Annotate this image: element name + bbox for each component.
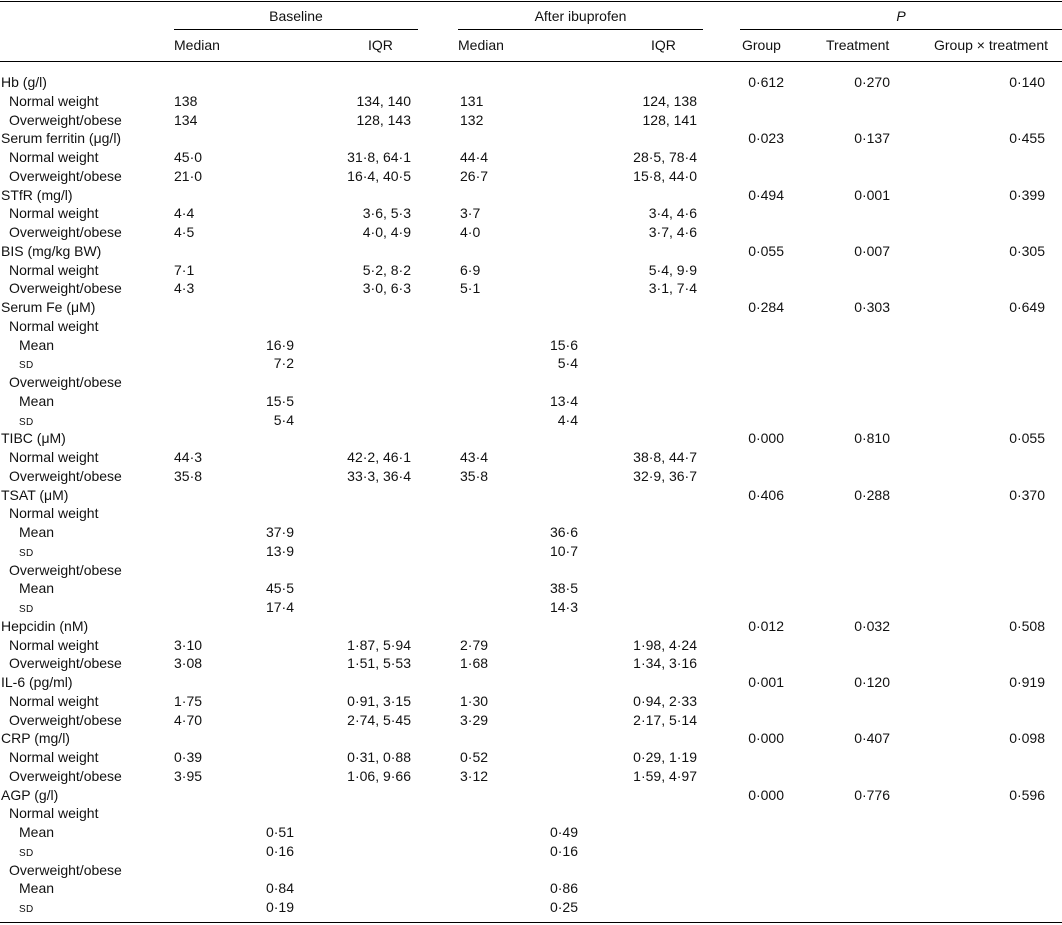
group-label: Overweight/obese [9, 861, 122, 878]
baseline-iqr: 2·74, 5·45 [347, 711, 411, 728]
after-median: 1·68 [460, 655, 489, 672]
p-value-group: 0·000 [748, 786, 784, 803]
sd-label: SD [19, 547, 34, 559]
baseline-median: 44·3 [174, 449, 203, 465]
after-iqr: 38·8, 44·7 [633, 449, 697, 465]
after-mean: 36·6 [549, 524, 578, 540]
p-value-group-x-treatment: 0·596 [1009, 786, 1045, 803]
after-iqr: 0·29, 1·19 [633, 749, 697, 765]
p-value-group: 0·012 [748, 617, 784, 634]
baseline-median: 35·8 [174, 467, 203, 484]
group-label: Normal weight [9, 261, 99, 278]
parameter-label: AGP (g/l) [1, 786, 59, 803]
p-value-group: 0·612 [748, 74, 784, 90]
group-label: Overweight/obese [9, 561, 122, 578]
group-label: Overweight/obese [9, 467, 122, 484]
header-baseline-median: Median [174, 37, 220, 53]
p-value-treatment: 0·001 [854, 186, 890, 203]
baseline-sd: 13·9 [265, 542, 294, 559]
after-iqr: 15·8, 44·0 [633, 167, 697, 184]
p-value-treatment: 0·137 [854, 130, 890, 147]
baseline-iqr: 3·0, 6·3 [362, 280, 411, 297]
p-value-group-x-treatment: 0·649 [1009, 299, 1045, 315]
baseline-mean: 0·84 [265, 880, 294, 897]
group-label: Normal weight [9, 317, 99, 334]
parameter-label: Serum ferritin (μg/l) [1, 130, 122, 147]
baseline-median: 3·10 [174, 636, 203, 653]
header-group: Group [742, 37, 781, 53]
mean-label: Mean [19, 580, 55, 597]
after-median: 6·9 [460, 261, 481, 278]
group-label: Overweight/obese [9, 167, 122, 184]
baseline-iqr: 42·2, 46·1 [347, 449, 411, 465]
p-value-treatment: 0·303 [854, 299, 890, 315]
p-value-group: 0·406 [748, 486, 784, 503]
baseline-median: 138 [174, 92, 198, 109]
p-value-group-x-treatment: 0·370 [1009, 486, 1045, 503]
header-group-x-treatment: Group × treatment [934, 37, 1049, 53]
group-label: Overweight/obese [9, 280, 122, 297]
after-iqr: 3·7, 4·6 [648, 224, 697, 240]
baseline-iqr: 4·0, 4·9 [362, 224, 411, 240]
baseline-median: 0·39 [174, 749, 203, 765]
group-label: Normal weight [9, 205, 99, 222]
baseline-iqr: 1·87, 5·94 [347, 636, 411, 653]
baseline-iqr: 16·4, 40·5 [347, 167, 411, 184]
after-iqr: 3·1, 7·4 [648, 280, 697, 297]
header-after-ibuprofen: After ibuprofen [534, 8, 627, 24]
after-span-rule [458, 29, 703, 30]
sd-label: SD [19, 847, 34, 859]
mean-label: Mean [19, 824, 55, 840]
baseline-sd: 0·16 [265, 842, 294, 859]
parameter-label: CRP (mg/l) [1, 730, 70, 747]
group-label: Overweight/obese [9, 224, 122, 240]
parameter-label: IL-6 (pg/ml) [1, 674, 73, 690]
after-median: 131 [460, 92, 484, 109]
baseline-median: 45·0 [174, 149, 203, 165]
group-label: Overweight/obese [9, 655, 122, 672]
baseline-iqr: 5·2, 8·2 [362, 261, 411, 278]
baseline-iqr: 134, 140 [356, 92, 411, 109]
after-mean: 13·4 [549, 392, 578, 409]
p-value-treatment: 0·288 [854, 486, 890, 503]
baseline-median: 4·4 [174, 205, 195, 222]
baseline-iqr: 31·8, 64·1 [347, 149, 411, 165]
p-value-group-x-treatment: 0·305 [1009, 242, 1045, 259]
p-value-treatment: 0·120 [854, 674, 890, 690]
after-iqr: 1·98, 4·24 [633, 636, 697, 653]
p-value-group: 0·284 [748, 299, 784, 315]
after-sd: 5·4 [557, 355, 578, 372]
parameter-label: Serum Fe (μM) [1, 299, 96, 315]
p-value-group-x-treatment: 0·919 [1009, 674, 1045, 690]
group-label: Overweight/obese [9, 374, 122, 390]
after-median: 4·0 [460, 224, 481, 240]
after-median: 43·4 [460, 449, 489, 465]
after-iqr: 0·94, 2·33 [633, 692, 697, 709]
baseline-median: 3·08 [174, 655, 203, 672]
baseline-iqr: 1·51, 5·53 [347, 655, 411, 672]
after-median: 26·7 [460, 167, 489, 184]
after-sd: 14·3 [549, 599, 578, 615]
group-label: Overweight/obese [9, 711, 122, 728]
p-value-group: 0·001 [748, 674, 784, 690]
after-median: 0·52 [460, 749, 489, 765]
baseline-sd: 0·19 [265, 899, 294, 915]
sd-label: SD [19, 904, 34, 915]
after-iqr: 32·9, 36·7 [633, 467, 697, 484]
sd-label: SD [19, 360, 34, 372]
group-label: Normal weight [9, 449, 99, 465]
parameter-label: TSAT (μM) [1, 486, 69, 503]
header-after-iqr: IQR [651, 37, 676, 53]
after-mean: 38·5 [549, 580, 578, 597]
p-value-treatment: 0·810 [854, 430, 890, 447]
baseline-sd: 5·4 [273, 411, 294, 428]
baseline-span-rule [174, 29, 418, 30]
baseline-mean: 16·9 [265, 336, 294, 353]
baseline-iqr: 0·91, 3·15 [347, 692, 411, 709]
mean-label: Mean [19, 880, 55, 897]
header-bottom-rule [0, 61, 1062, 62]
after-iqr: 124, 138 [642, 92, 697, 109]
p-value-group: 0·494 [748, 186, 784, 203]
parameter-label: STfR (mg/l) [1, 186, 73, 203]
p-value-group-x-treatment: 0·055 [1009, 430, 1045, 447]
mean-label: Mean [19, 524, 55, 540]
after-median: 44·4 [460, 149, 489, 165]
baseline-median: 3·95 [174, 767, 203, 784]
baseline-median: 7·1 [174, 261, 195, 278]
group-label: Normal weight [9, 749, 99, 765]
p-span-rule [740, 29, 1062, 30]
bottom-rule [0, 922, 1062, 923]
p-value-group-x-treatment: 0·399 [1009, 186, 1045, 203]
baseline-iqr: 128, 143 [356, 111, 411, 128]
p-value-group: 0·055 [748, 242, 784, 259]
after-iqr: 28·5, 78·4 [633, 149, 697, 165]
after-median: 1·30 [460, 692, 489, 709]
p-value-group: 0·000 [748, 430, 784, 447]
baseline-median: 21·0 [174, 167, 203, 184]
baseline-mean: 37·9 [265, 524, 294, 540]
group-label: Normal weight [9, 505, 99, 522]
after-mean: 0·86 [549, 880, 578, 897]
group-label: Normal weight [9, 636, 99, 653]
parameter-label: TIBC (μM) [1, 430, 66, 447]
after-median: 2·79 [460, 636, 489, 653]
p-value-treatment: 0·407 [854, 730, 890, 747]
header-after-median: Median [458, 37, 504, 53]
baseline-sd: 17·4 [265, 599, 294, 615]
group-label: Overweight/obese [9, 767, 122, 784]
after-mean: 15·6 [549, 336, 578, 353]
baseline-median: 4·3 [174, 280, 195, 297]
after-median: 3·12 [460, 767, 489, 784]
mean-label: Mean [19, 336, 55, 353]
p-value-treatment: 0·776 [854, 786, 890, 803]
sd-label: SD [19, 416, 34, 428]
after-sd: 4·4 [557, 411, 578, 428]
parameter-label: BIS (mg/kg BW) [1, 242, 102, 259]
after-iqr: 3·4, 4·6 [648, 205, 697, 222]
after-median: 132 [460, 111, 484, 128]
p-value-group-x-treatment: 0·140 [1009, 74, 1045, 90]
after-sd: 0·25 [549, 899, 578, 915]
header-treatment: Treatment [826, 37, 890, 53]
after-mean: 0·49 [549, 824, 578, 840]
baseline-iqr: 3·6, 5·3 [362, 205, 411, 222]
p-value-treatment: 0·270 [854, 74, 890, 90]
baseline-median: 4·70 [174, 711, 203, 728]
mean-label: Mean [19, 392, 55, 409]
after-iqr: 1·59, 4·97 [633, 767, 697, 784]
group-label: Normal weight [9, 805, 99, 822]
after-iqr: 128, 141 [642, 111, 697, 128]
after-median: 3·29 [460, 711, 489, 728]
baseline-mean: 45·5 [265, 580, 294, 597]
baseline-iqr: 1·06, 9·66 [347, 767, 411, 784]
baseline-median: 1·75 [174, 692, 203, 709]
top-rule [0, 1, 1062, 2]
after-iqr: 5·4, 9·9 [648, 261, 697, 278]
header-p: P [896, 8, 906, 24]
p-value-group: 0·023 [748, 130, 784, 147]
p-value-group-x-treatment: 0·508 [1009, 617, 1045, 634]
baseline-median: 134 [174, 111, 198, 128]
after-iqr: 2·17, 5·14 [633, 711, 697, 728]
group-label: Normal weight [9, 692, 99, 709]
baseline-median: 4·5 [174, 224, 195, 240]
header-baseline-iqr: IQR [368, 37, 393, 53]
parameter-label: Hepcidin (nM) [1, 617, 89, 634]
p-value-group: 0·000 [748, 730, 784, 747]
after-median: 5·1 [460, 280, 481, 297]
sd-label: SD [19, 604, 34, 615]
baseline-sd: 7·2 [273, 355, 294, 372]
after-median: 3·7 [460, 205, 481, 222]
after-sd: 0·16 [549, 842, 578, 859]
after-median: 35·8 [460, 467, 489, 484]
group-label: Normal weight [9, 92, 99, 109]
parameter-label: Hb (g/l) [1, 74, 47, 90]
group-label: Normal weight [9, 149, 99, 165]
header-baseline: Baseline [269, 8, 323, 24]
p-value-group-x-treatment: 0·455 [1009, 130, 1045, 147]
p-value-treatment: 0·032 [854, 617, 890, 634]
baseline-iqr: 33·3, 36·4 [347, 467, 411, 484]
baseline-mean: 15·5 [265, 392, 294, 409]
after-iqr: 1·34, 3·16 [633, 655, 697, 672]
baseline-mean: 0·51 [265, 824, 294, 840]
after-sd: 10·7 [549, 542, 578, 559]
group-label: Overweight/obese [9, 111, 122, 128]
p-value-treatment: 0·007 [854, 242, 890, 259]
baseline-iqr: 0·31, 0·88 [347, 749, 411, 765]
p-value-group-x-treatment: 0·098 [1009, 730, 1045, 747]
